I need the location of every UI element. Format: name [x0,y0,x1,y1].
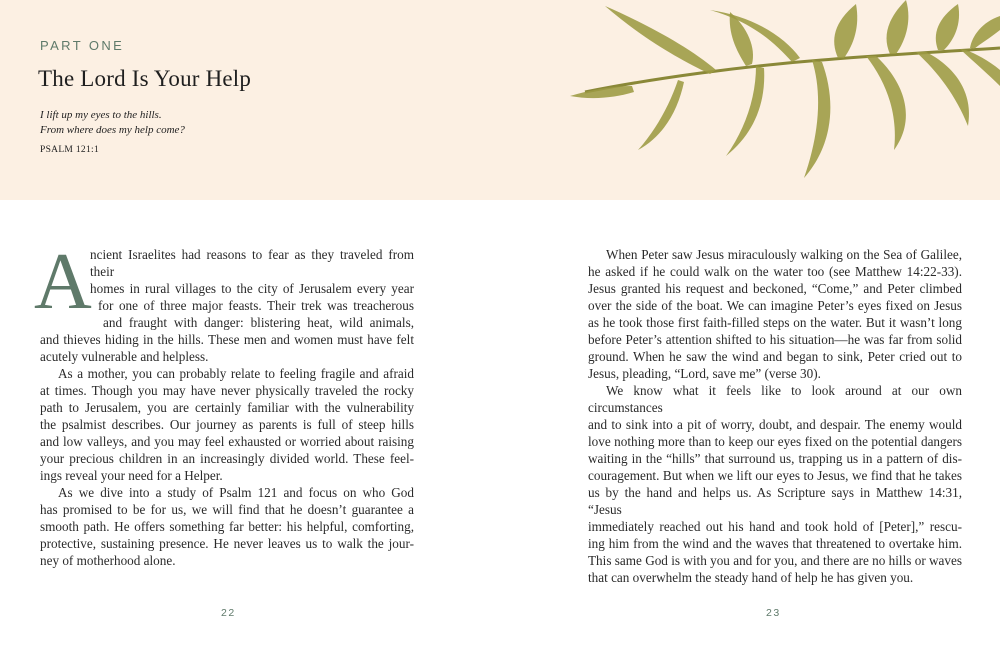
text-line: This same God is with you and for you, and there are no hills or waves [588,553,962,568]
text-line: love nothing more than to keep our eyes fixed on the potential dangers [588,434,962,449]
text-line: and fraught with danger: blistering heat, wild animals, [103,315,414,330]
text-line: immediately reached out his hand and took hold of [Peter],” rescu- [588,519,962,534]
epigraph-verse [40,108,185,138]
verse-line: From where does my help come? [40,124,185,136]
page-number-left: 22 [221,607,236,619]
text-line: ney of motherhood alone. [40,553,176,568]
text-line: us by the hand and helps us. As Scripture says in Matthew 14:31, “Jesus [588,485,962,517]
text-line: the psalmist describes. Our journey as parents is full of steep hills [40,417,414,432]
text-line: has promised to be for us, we will find that he doesn’t guarantee a [40,502,414,517]
text-line: as he took those first faith-filled steps on the water. But it wasn’t long [588,315,962,330]
text-line: and to sink into a pit of worry, doubt, and despair. The enemy would [588,417,962,432]
text-line: As a mother, you can probably relate to feeling fragile and afraid [58,366,414,381]
text-line: and low valleys, and you may feel exhausted or worried about raising [40,434,414,449]
text-line: Jesus, pleading, “Lord, save me” (verse 30). [588,366,821,381]
text-line: your precious children in an increasingly divided world. These feel- [40,451,414,466]
page-number-right: 23 [766,607,781,619]
verse-line: I lift up my eyes to the hills. [40,109,162,121]
text-line: and thieves hiding in the hills. These men and women must have felt [40,332,414,347]
text-line: before Peter’s attention shifted to his situation—he was far from solid [588,332,962,347]
text-line: smooth path. He offers something far better: his helpful, comforting, [40,519,414,534]
text-line: for one of three major feasts. Their trek was treacherous [98,298,414,313]
right-page-body [588,246,962,586]
text-line: ings reveal your need for a Helper. [40,468,223,483]
text-line: ncient Israelites had reasons to fear as they traveled from their [90,247,414,279]
text-line: protective, sustaining presence. He never leaves us to walk the jour- [40,536,414,551]
text-line: homes in rural villages to the city of Jerusalem every year [90,281,414,296]
text-line: Jesus granted his request and beckoned, “Come,” and Peter climbed [588,281,962,296]
verse-reference: PSALM 121:1 [40,145,99,155]
text-line: As we dive into a study of Psalm 121 and focus on who God [58,485,414,500]
text-line: ground. When he saw the wind and began to sink, Peter cried out to [588,349,962,364]
text-line: over the side of the boat. We can imagine Peter’s eyes fixed on Jesus [588,298,962,313]
part-label: PART ONE [40,38,125,53]
drop-cap: A [34,238,92,326]
olive-branch-illustration [560,0,1000,200]
text-line: that can overwhelm the steady hand of help he has given you. [588,570,914,585]
left-page-body [40,246,414,569]
chapter-title: The Lord Is Your Help [38,66,252,91]
text-line: We know what it feels like to look around at our own circumstances [588,383,962,415]
text-line: waiting in the “hills” that surround us, trapping us in a pattern of dis- [588,451,962,466]
text-line: at times. Though you may have never physically traveled the rocky [40,383,414,398]
text-line: acutely vulnerable and helpless. [40,349,209,364]
text-line: couragement. But when we lift our eyes to Jesus, we find that he takes [588,468,962,483]
text-line: ing him from the wind and the waves that threatened to overtake him. [588,536,962,551]
text-line: path to Jerusalem, you are certainly familiar with the vulnerability [40,400,414,415]
text-line: When Peter saw Jesus miraculously walking on the Sea of Galilee, [606,247,962,262]
text-line: he asked if he could walk on the water too (see Matthew 14:22-33). [588,264,962,279]
